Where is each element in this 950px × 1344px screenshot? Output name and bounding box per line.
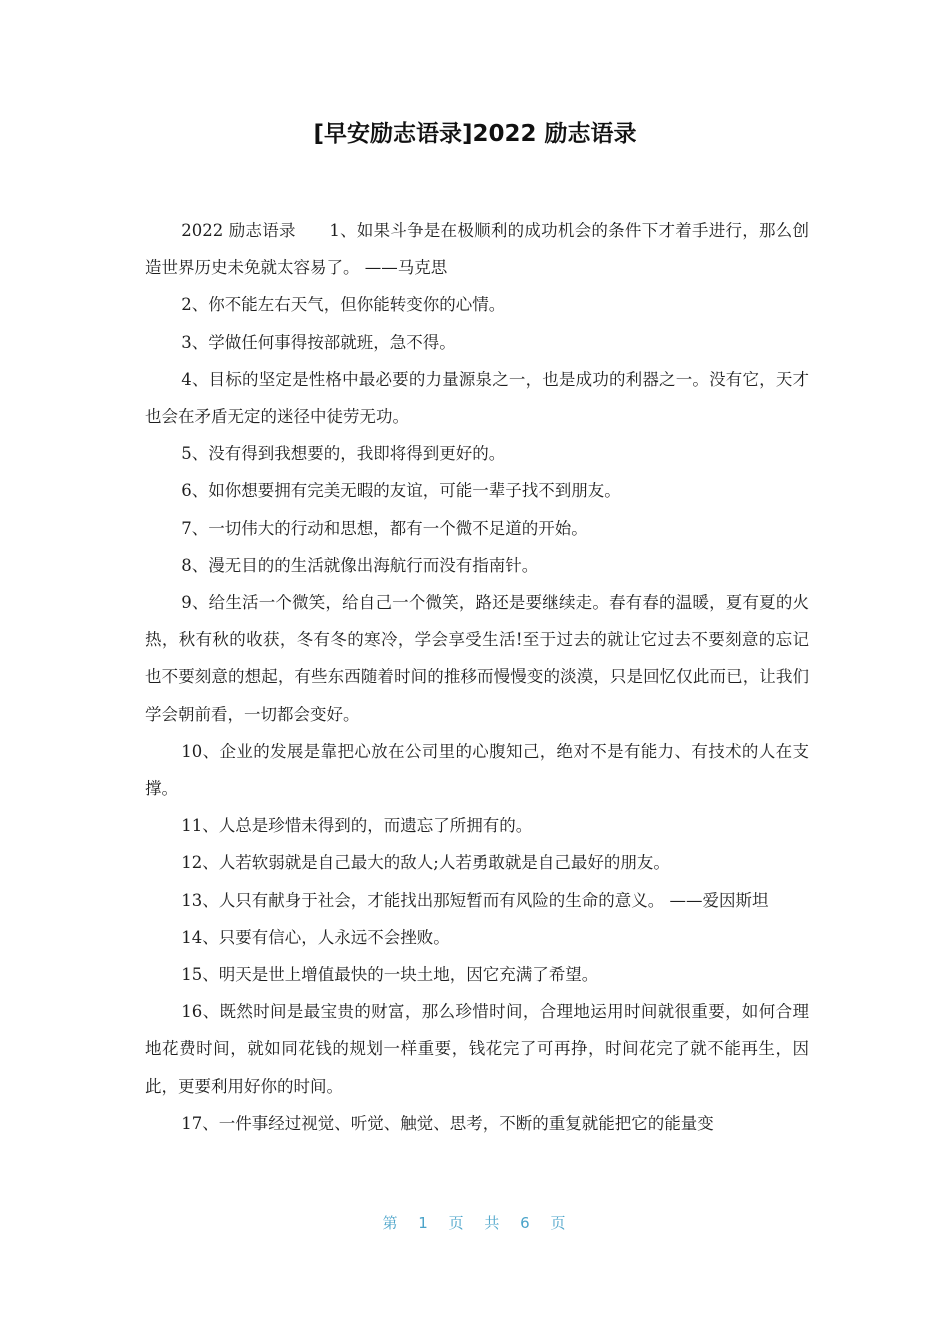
paragraph-12: 12、人若软弱就是自己最大的敌人;人若勇敢就是自己最好的朋友。 [181, 853, 670, 873]
paragraph-5: 5、没有得到我想要的，我即将得到更好的。 [181, 444, 506, 464]
page-footer: 第 1 页 共 6 页 [382, 1214, 568, 1232]
paragraph-10: 10、企业的发展是靠把心放在公司里的心腹知己，绝对不是有能力、有技术的人在支撑。 [145, 741, 809, 799]
paragraph-16: 16、既然时间是最宝贵的财富，那么珍惜时间，合理地运用时间就很重要，如何合理地花费时间，就如同花钱的规划一样重要，钱花完了可再挣，时间花完了就不能再生，因此，更要利用好你的时间。 [145, 1002, 809, 1096]
paragraph-13: 13、人只有献身于社会，才能找出那短暂而有风险的生命的意义。 ——爱因斯坦 [181, 890, 769, 910]
paragraph-14: 14、只要有信心，人永远不会挫败。 [181, 927, 450, 947]
document-body [145, 212, 809, 1142]
paragraph-2: 2、你不能左右天气，但你能转变你的心情。 [181, 295, 506, 315]
paragraph-1: 2022 励志语录 1、如果斗争是在极顺利的成功机会的条件下才着手进行，那么创造世界历史未免就太容易了。 ——马克思 [145, 221, 809, 278]
paragraph-9: 9、给生活一个微笑，给自己一个微笑，路还是要继续走。春有春的温暖，夏有夏的火热，秋有秋的收获，冬有冬的寒冷，学会享受生活!至于过去的就让它过去不要刻意的忘记也不要刻意的想起，有些东西随着时间的推移而慢慢变的淡漠，只是回忆仅此而已，让我们学会朝前看，一切都会变好。 [145, 593, 809, 724]
paragraph-17: 17、一件事经过视觉、听觉、触觉、思考，不断的重复就能把它的能量变 [181, 1113, 714, 1133]
paragraph-15: 15、明天是世上增值最快的一块土地，因它充满了希望。 [181, 965, 599, 985]
paragraph-7: 7、一切伟大的行动和思想，都有一个微不足道的开始。 [181, 518, 588, 538]
paragraph-4: 4、目标的坚定是性格中最必要的力量源泉之一，也是成功的利器之一。没有它，天才也会在矛盾无定的迷径中徒劳无功。 [145, 369, 809, 427]
paragraph-3: 3、学做任何事得按部就班，急不得。 [181, 332, 456, 352]
document-title: [早安励志语录]2022 励志语录 [313, 121, 637, 147]
paragraph-6: 6、如你想要拥有完美无暇的友谊，可能一辈子找不到朋友。 [181, 481, 621, 501]
paragraph-11: 11、人总是珍惜未得到的，而遗忘了所拥有的。 [181, 816, 533, 836]
paragraph-8: 8、漫无目的的生活就像出海航行而没有指南针。 [181, 555, 539, 575]
